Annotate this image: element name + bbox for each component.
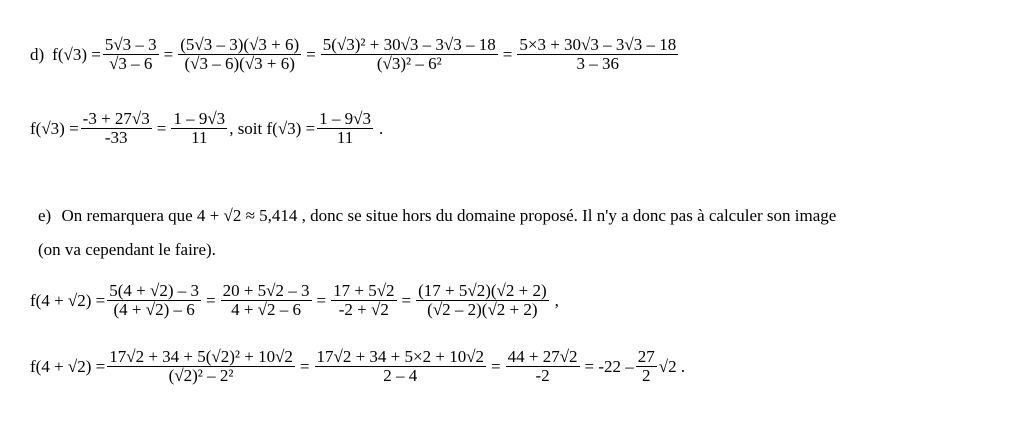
denominator: (√3)² – 6² <box>376 54 442 73</box>
fraction <box>103 36 159 73</box>
fraction <box>315 348 487 385</box>
denominator: (√2)² – 2² <box>168 366 234 385</box>
denominator: (√2 – 2)(√2 + 2) <box>427 300 538 319</box>
minus-22-text: = -22 – <box>584 356 634 376</box>
numerator: 27 <box>637 347 655 366</box>
part-e-text2: (on va cependant le faire). <box>38 240 216 259</box>
fraction <box>416 282 548 319</box>
part-d-line2 <box>30 110 383 147</box>
numerator: 1 – 9√3 <box>173 109 226 128</box>
fraction <box>517 36 678 73</box>
fraction <box>107 282 201 319</box>
fraction <box>321 36 498 73</box>
denominator: 2 <box>642 366 651 385</box>
equals-sign: = <box>502 44 513 64</box>
denominator: 2 – 4 <box>383 366 418 385</box>
equals-sign: = <box>299 356 310 376</box>
part-d-lhs: f(√3) = <box>52 44 101 64</box>
equals-sign: = <box>401 290 412 310</box>
denominator: (4 + √2) – 6 <box>113 300 195 319</box>
numerator: (17 + 5√2)(√2 + 2) <box>418 281 547 300</box>
numerator: 5(4 + √2) – 3 <box>109 281 199 300</box>
denominator: 4 + √2 – 6 <box>231 300 302 319</box>
numerator: 5√3 – 3 <box>104 35 157 54</box>
comma: , <box>554 290 559 310</box>
part-d-line2-lhs: f(√3) = <box>30 118 79 138</box>
fraction <box>317 110 373 147</box>
equals-sign: = <box>316 290 327 310</box>
part-d-line1 <box>30 36 680 73</box>
part-e-text-line2 <box>38 240 216 260</box>
equals-sign: = <box>163 44 174 64</box>
denominator: -33 <box>104 128 128 147</box>
part-e-line1 <box>30 282 559 319</box>
equals-sign: = <box>156 118 167 138</box>
numerator: 20 + 5√2 – 3 <box>222 281 310 300</box>
equals-sign: = <box>306 44 316 64</box>
numerator: 5(√3)² + 30√3 – 3√3 – 18 <box>322 35 496 54</box>
part-e-line2-lhs: f(4 + √2) = <box>30 356 106 376</box>
fraction <box>221 282 312 319</box>
part-e-text-line1 <box>38 206 836 226</box>
part-e-text1: On remarquera que 4 + √2 ≈ 5,414 , donc se situe hors du domaine proposé. Il n'y a donc pas à calculer son image <box>61 206 837 225</box>
numerator: (5√3 – 3)(√3 + 6) <box>180 35 300 54</box>
numerator: 17√2 + 34 + 5(√2)² + 10√2 <box>109 347 293 366</box>
denominator: √3 – 6 <box>109 54 153 73</box>
numerator: 1 – 9√3 <box>319 109 371 128</box>
fraction <box>107 348 295 385</box>
denominator: 3 – 36 <box>576 54 620 73</box>
denominator: (√3 – 6)(√3 + 6) <box>184 54 295 73</box>
fraction <box>81 110 152 147</box>
denominator: -2 <box>535 366 550 385</box>
numerator: 17 + 5√2 <box>333 281 395 300</box>
fraction <box>178 36 301 73</box>
fraction <box>636 348 657 385</box>
part-e-lhs: f(4 + √2) = <box>30 290 106 310</box>
fraction <box>331 282 396 319</box>
fraction <box>506 348 580 385</box>
equals-sign: = <box>491 356 501 376</box>
part-e-line2 <box>30 348 685 385</box>
numerator: 17√2 + 34 + 5×2 + 10√2 <box>316 347 485 366</box>
equals-sign: = <box>206 290 216 310</box>
soit-text: , soit f(√3) = <box>229 118 316 138</box>
sqrt2-end: √2 . <box>658 356 686 376</box>
denominator: 11 <box>336 128 354 147</box>
part-e-label: e) <box>38 206 52 225</box>
denominator: 11 <box>191 128 208 147</box>
part-d-label: d) <box>30 44 45 64</box>
numerator: 44 + 27√2 <box>507 347 578 366</box>
fraction <box>171 110 227 147</box>
numerator: 5×3 + 30√3 – 3√3 – 18 <box>519 35 677 54</box>
numerator: -3 + 27√3 <box>82 109 150 128</box>
denominator: -2 + √2 <box>338 300 389 319</box>
period: . <box>379 118 384 138</box>
